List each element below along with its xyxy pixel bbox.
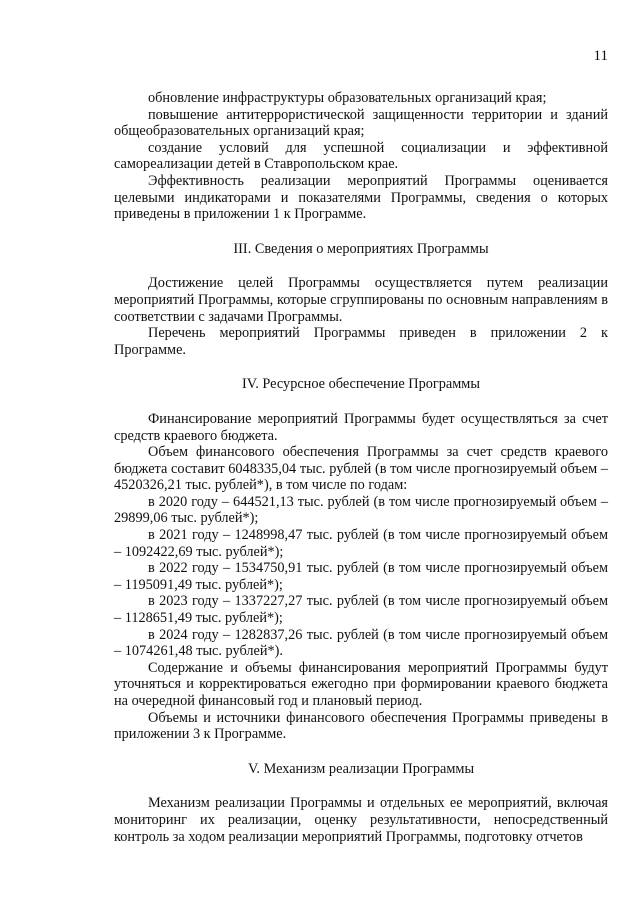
- page-number: 11: [593, 48, 608, 64]
- paragraph-antiterror: повышение антитеррористической защищенности территории и зданий общеобразовательных организаций края;: [114, 106, 608, 140]
- section-5-paragraph-1: Механизм реализации Программы и отдельных ее мероприятий, включая мониторинг их реализации, оценку результативности, непосредственный контроль за ходом реализации мероприятий Программы, подготовку отчетов: [114, 795, 608, 845]
- funding-year-2023: в 2023 году – 1337227,27 тыс. рублей (в том числе прогнозируемый объем – 1128651,49 тыс. рублей*);: [114, 593, 608, 627]
- section-4-heading: IV. Ресурсное обеспечение Программы: [242, 376, 480, 393]
- funding-year-2021: в 2021 году – 1248998,47 тыс. рублей (в том числе прогнозируемый объем – 1092422,69 тыс. рублей*);: [114, 527, 608, 560]
- paragraph-efficiency: Эффективность реализации мероприятий Программы оценивается целевыми индикаторами и показателями Программы, сведения о которых приведены в приложении 1 к Программе.: [114, 172, 608, 223]
- section-3-heading: III. Сведения о мероприятиях Программы: [233, 240, 489, 257]
- section-5-heading: V. Механизм реализации Программы: [247, 760, 475, 777]
- document-body: [114, 90, 608, 845]
- paragraph-socialization: создание условий для успешной социализации и эффективной самореализации детей в Ставропольском крае.: [114, 139, 608, 173]
- section-3-paragraph-2: Перечень мероприятий Программы приведен в приложении 2 к Программе.: [114, 325, 608, 358]
- section-4-paragraph-2: Объем финансового обеспечения Программы за счет средств краевого бюджета составит 6048335,04 тыс. рублей (в том числе прогнозируемый объем – 4520326,21 тыс. рублей*), в том числе по годам:: [114, 444, 608, 494]
- section-4-paragraph-4: Объемы и источники финансового обеспечения Программы приведены в приложении 3 к Программе.: [114, 709, 608, 743]
- section-3-paragraph-1: Достижение целей Программы осуществляется путем реализации мероприятий Программы, которые сгруппированы по основным направлениям в соответствии с задачами Программы.: [114, 275, 608, 325]
- paragraph-infrastructure: обновление инфраструктуры образовательных организаций края;: [148, 90, 547, 106]
- funding-year-2024: в 2024 году – 1282837,26 тыс. рублей (в том числе прогнозируемый объем – 1074261,48 тыс. рублей*).: [114, 626, 608, 660]
- funding-year-2020: в 2020 году – 644521,13 тыс. рублей (в том числе прогнозируемый объем – 29899,06 тыс. рублей*);: [114, 493, 608, 527]
- section-4-paragraph-1: Финансирование мероприятий Программы будет осуществляться за счет средств краевого бюджета.: [114, 410, 608, 444]
- funding-year-2022: в 2022 году – 1534750,91 тыс. рублей (в том числе прогнозируемый объем – 1195091,49 тыс. рублей*);: [114, 560, 608, 593]
- section-4-paragraph-3: Содержание и объемы финансирования мероприятий Программы будут уточняться и корректироваться ежегодно при формировании краевого бюджета на очередной финансовый год и плановый период.: [114, 659, 608, 709]
